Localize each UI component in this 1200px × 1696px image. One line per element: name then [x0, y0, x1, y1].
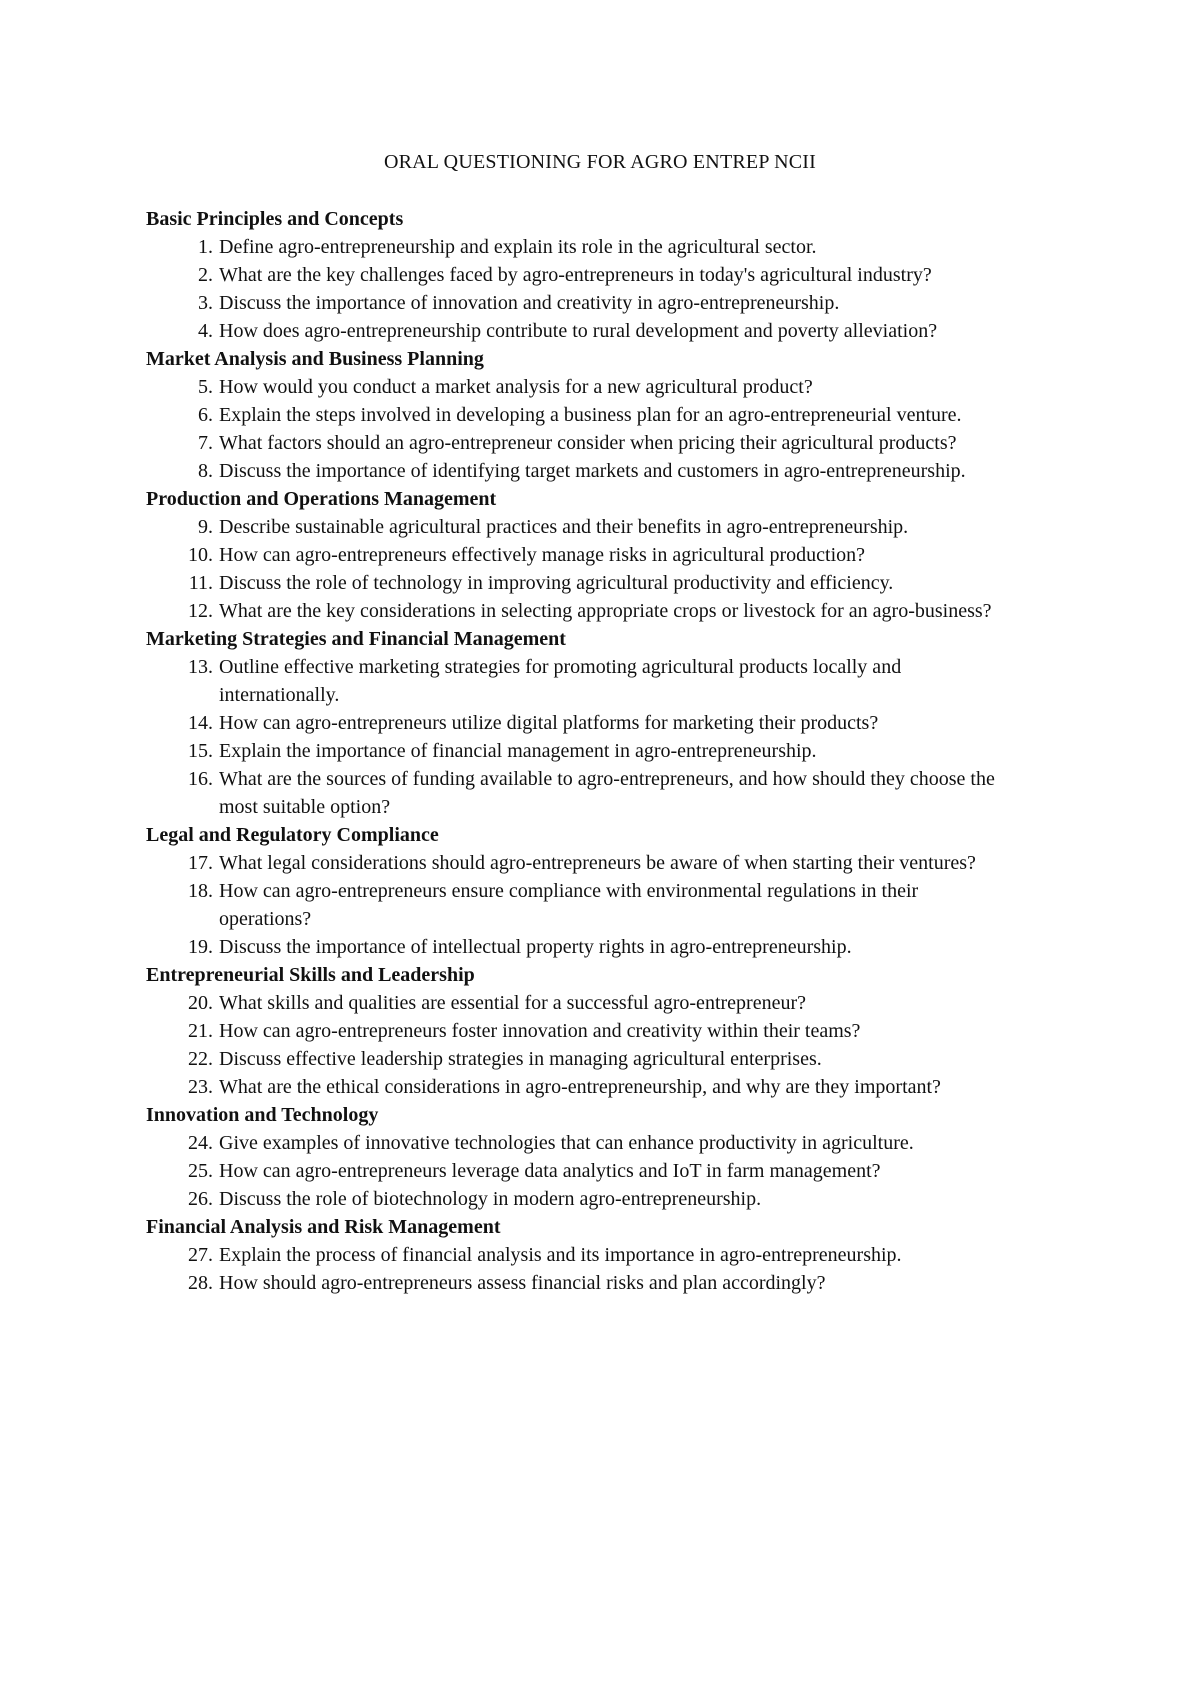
question-number: 11. [188, 572, 213, 594]
section-heading: Legal and Regulatory Compliance [146, 824, 439, 846]
question-text: What legal considerations should agro-entrepreneurs be aware of when starting their ventures? [219, 852, 976, 874]
question-text: How would you conduct a market analysis for a new agricultural product? [219, 376, 813, 398]
question-item [146, 877, 1066, 933]
question-item [146, 1017, 1066, 1045]
question-sections [146, 205, 1066, 1297]
question-number: 14. [188, 712, 213, 734]
question-text: Define agro-entrepreneurship and explain its role in the agricultural sector. [219, 236, 817, 258]
question-item [146, 849, 1066, 877]
question-number: 1. [198, 236, 213, 258]
question-number: 19. [188, 936, 213, 958]
question-section [146, 625, 1066, 821]
section-heading: Entrepreneurial Skills and Leadership [146, 964, 475, 986]
question-number: 16. [188, 768, 213, 790]
question-list [146, 233, 1066, 345]
question-item [146, 1045, 1066, 1073]
question-number: 24. [188, 1132, 213, 1154]
section-heading: Innovation and Technology [146, 1104, 379, 1126]
question-text: How should agro-entrepreneurs assess financial risks and plan accordingly? [219, 1272, 826, 1294]
question-number: 4. [198, 320, 213, 342]
question-section [146, 485, 1066, 625]
question-text: Discuss the importance of innovation and creativity in agro-entrepreneurship. [219, 292, 840, 314]
question-section [146, 1213, 1066, 1297]
question-list [146, 1129, 1066, 1213]
question-list [146, 513, 1066, 625]
question-item [146, 737, 1066, 765]
question-text: How does agro-entrepreneurship contribute to rural development and poverty alleviation? [219, 320, 938, 342]
question-item [146, 1129, 1066, 1157]
question-item [146, 989, 1066, 1017]
section-heading: Production and Operations Management [146, 488, 497, 510]
question-text: Discuss the importance of identifying target markets and customers in agro-entrepreneurship. [219, 460, 966, 482]
question-number: 8. [198, 460, 213, 482]
question-section [146, 1101, 1066, 1213]
question-number: 20. [188, 992, 213, 1014]
document-title: ORAL QUESTIONING FOR AGRO ENTREP NCII [383, 151, 817, 173]
question-text: Explain the importance of financial management in agro-entrepreneurship. [219, 740, 817, 762]
question-item [146, 429, 1066, 457]
section-heading: Marketing Strategies and Financial Management [146, 628, 566, 650]
question-item [146, 1269, 1066, 1297]
question-text: Discuss effective leadership strategies in managing agricultural enterprises. [219, 1048, 822, 1070]
question-item [146, 569, 1066, 597]
question-text: Discuss the role of biotechnology in modern agro-entrepreneurship. [219, 1188, 762, 1210]
question-number: 17. [188, 852, 213, 874]
question-number: 15. [188, 740, 213, 762]
question-section [146, 821, 1066, 961]
question-section [146, 345, 1066, 485]
question-number: 9. [198, 516, 213, 538]
question-item [146, 1241, 1066, 1269]
question-item [146, 401, 1066, 429]
question-number: 22. [188, 1048, 213, 1070]
question-list [146, 1241, 1066, 1297]
question-number: 28. [188, 1272, 213, 1294]
question-text: Explain the process of financial analysis and its importance in agro-entrepreneurship. [219, 1244, 902, 1266]
question-item [146, 261, 1066, 289]
question-item [146, 457, 1066, 485]
question-text: What skills and qualities are essential for a successful agro-entrepreneur? [219, 992, 806, 1014]
question-number: 12. [188, 600, 213, 622]
question-item [146, 317, 1066, 345]
question-text: Describe sustainable agricultural practices and their benefits in agro-entrepreneurship. [219, 516, 909, 538]
question-item [146, 373, 1066, 401]
question-number: 21. [188, 1020, 213, 1042]
question-section [146, 961, 1066, 1101]
question-number: 10. [188, 544, 213, 566]
question-text: Explain the steps involved in developing a business plan for an agro-entrepreneurial venture. [219, 404, 962, 426]
question-text: How can agro-entrepreneurs ensure compliance with environmental regulations in their operations? [219, 880, 919, 930]
question-number: 6. [198, 404, 213, 426]
question-item [146, 597, 1066, 625]
section-heading: Market Analysis and Business Planning [146, 348, 484, 370]
question-section [146, 205, 1066, 345]
question-list [146, 989, 1066, 1101]
question-text: Discuss the importance of intellectual property rights in agro-entrepreneurship. [219, 936, 852, 958]
question-text: Give examples of innovative technologies that can enhance productivity in agriculture. [219, 1132, 914, 1154]
question-item [146, 1185, 1066, 1213]
question-text: What are the key considerations in selecting appropriate crops or livestock for an agro-business? [219, 600, 992, 622]
question-text: What factors should an agro-entrepreneur consider when pricing their agricultural products? [219, 432, 957, 454]
question-number: 27. [188, 1244, 213, 1266]
question-number: 7. [198, 432, 213, 454]
question-text: How can agro-entrepreneurs leverage data analytics and IoT in farm management? [219, 1160, 881, 1182]
question-item [146, 709, 1066, 737]
question-text: Discuss the role of technology in improving agricultural productivity and efficiency. [219, 572, 894, 594]
question-item [146, 933, 1066, 961]
question-text: How can agro-entrepreneurs foster innovation and creativity within their teams? [219, 1020, 861, 1042]
question-list [146, 653, 1066, 821]
question-list [146, 849, 1066, 961]
section-heading: Financial Analysis and Risk Management [146, 1216, 501, 1238]
question-item [146, 765, 1066, 821]
question-item [146, 653, 1066, 709]
question-number: 25. [188, 1160, 213, 1182]
question-item [146, 513, 1066, 541]
question-number: 3. [198, 292, 213, 314]
question-number: 2. [198, 264, 213, 286]
question-item [146, 289, 1066, 317]
question-text: How can agro-entrepreneurs effectively manage risks in agricultural production? [219, 544, 866, 566]
question-item [146, 233, 1066, 261]
question-text: How can agro-entrepreneurs utilize digital platforms for marketing their products? [219, 712, 879, 734]
question-number: 13. [188, 656, 213, 678]
question-text: What are the key challenges faced by agro-entrepreneurs in today's agricultural industry? [219, 264, 932, 286]
question-text: What are the ethical considerations in agro-entrepreneurship, and why are they important? [219, 1076, 941, 1098]
question-text: What are the sources of funding available to agro-entrepreneurs, and how should they choose the most suitable option? [219, 768, 995, 818]
question-item [146, 541, 1066, 569]
question-number: 23. [188, 1076, 213, 1098]
question-list [146, 373, 1066, 485]
question-number: 18. [188, 880, 213, 902]
question-number: 26. [188, 1188, 213, 1210]
question-item [146, 1157, 1066, 1185]
question-text: Outline effective marketing strategies for promoting agricultural products locally and internationally. [219, 656, 902, 706]
question-item [146, 1073, 1066, 1101]
section-heading: Basic Principles and Concepts [146, 208, 404, 230]
question-number: 5. [198, 376, 213, 398]
